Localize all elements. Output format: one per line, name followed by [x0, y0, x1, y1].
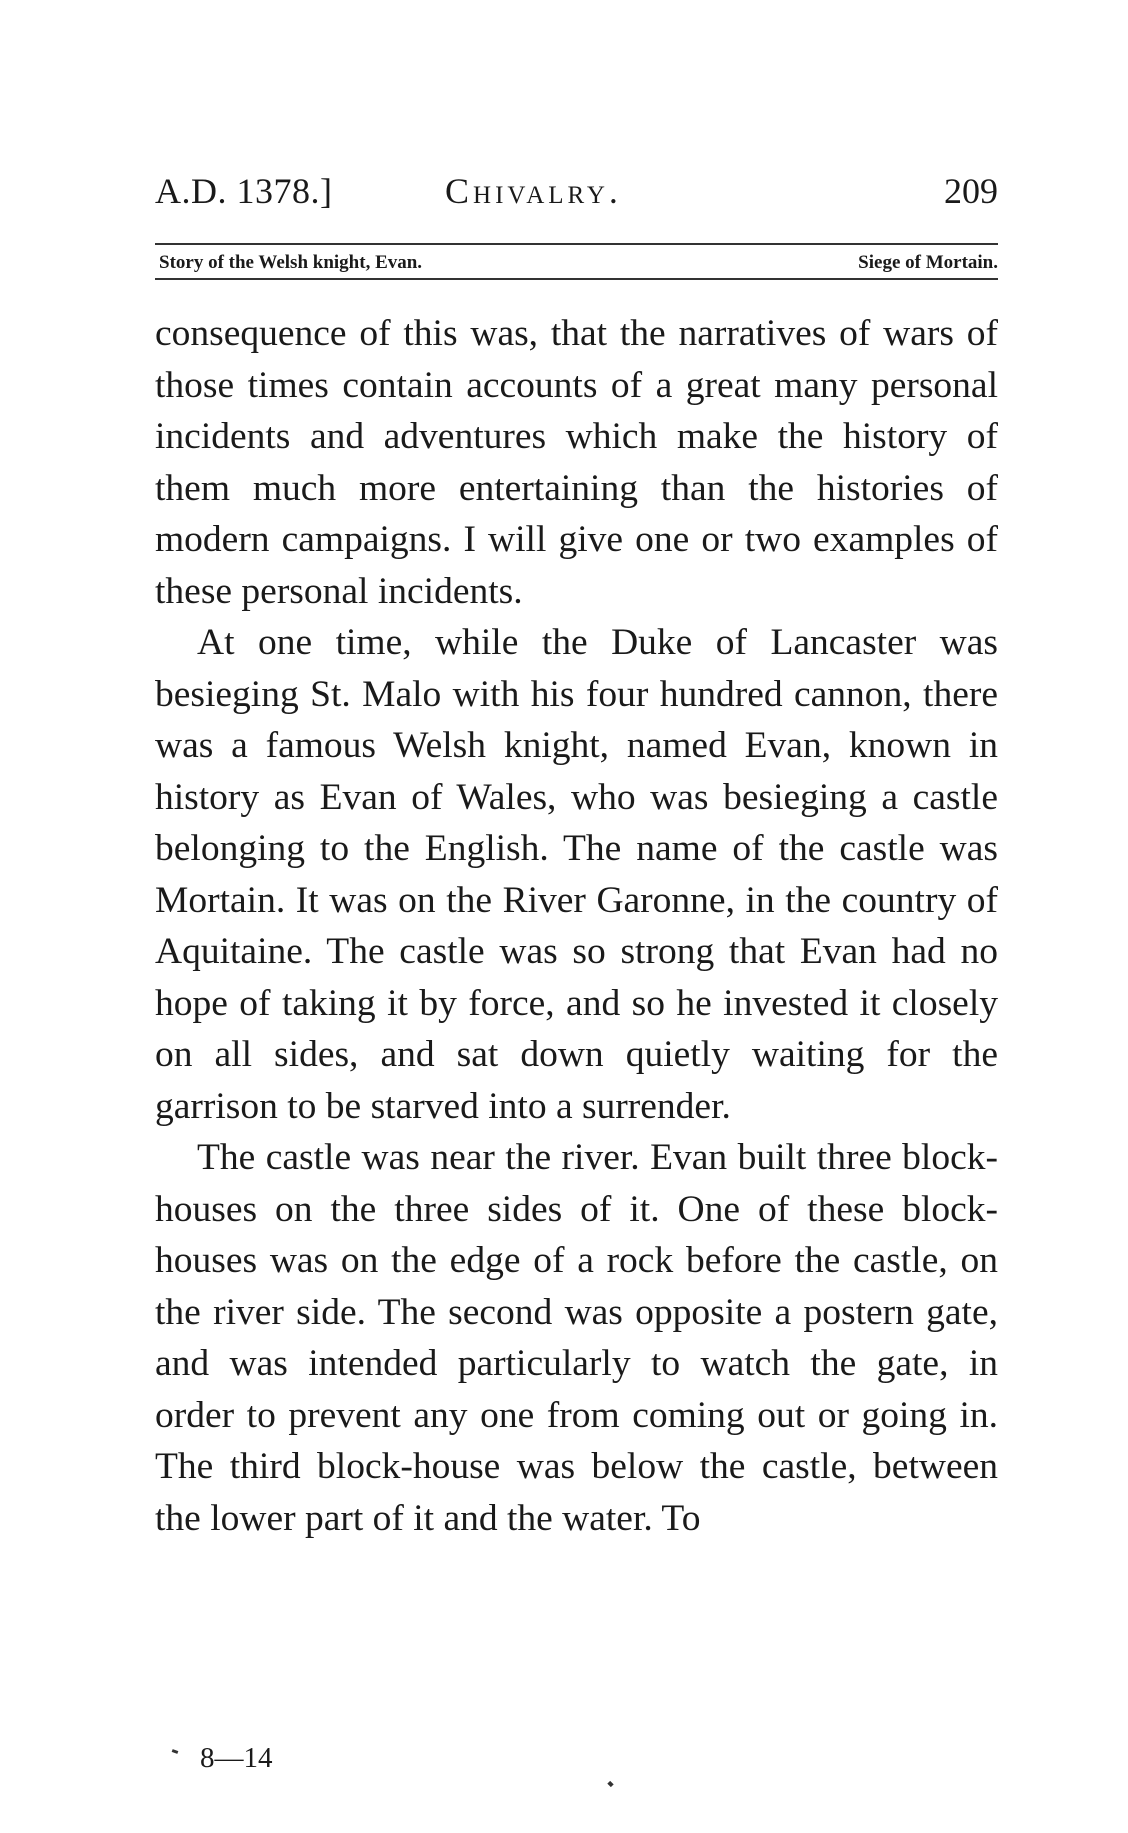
body-text — [155, 308, 998, 1544]
printer-mark — [607, 1781, 613, 1787]
header-rule-bottom — [155, 278, 998, 280]
printer-mark — [172, 1749, 179, 1754]
signature-mark: 8—14 — [200, 1742, 273, 1774]
subhead-left: Story of the Welsh knight, Evan. — [159, 252, 423, 273]
subhead — [155, 252, 998, 276]
header-rule-top — [155, 243, 998, 245]
paragraph: consequence of this was, that the narratives of wars of those times contain accounts of a great many personal incidents and adventures which make the history of them much more entertaining than the histories of modern campaigns. I will give one or two examples of these personal incidents. — [155, 313, 998, 612]
subhead-right: Siege of Mortain. — [858, 252, 998, 273]
running-head — [155, 170, 998, 220]
running-head-title: Chivalry. — [445, 171, 622, 211]
paragraph: At one time, while the Duke of Lancaster was besieging St. Malo with his four hundred cannon, there was a famous Welsh knight, named Evan, known in history as Evan of Wales, who was besieging a castle belonging to the English. The name of the castle was Mortain. It was on the River Garonne, in the country of Aquitaine. The castle was so strong that Evan had no hope of taking it by force, and so he invested it closely on all sides, and sat down quietly waiting for the garrison to be starved into a surrender. — [155, 622, 998, 1127]
paragraph: The castle was near the river. Evan built three block-houses on the three sides of it. One of these block-houses was on the edge of a rock before the castle, on the river side. The second was opposite a postern gate, and was intended particularly to watch the gate, in order to prevent any one from coming out or going in. The third block-house was below the castle, between the lower part of it and the water. To — [155, 1137, 998, 1539]
running-head-date: A.D. 1378.] — [155, 171, 333, 211]
page-number: 209 — [944, 171, 998, 211]
